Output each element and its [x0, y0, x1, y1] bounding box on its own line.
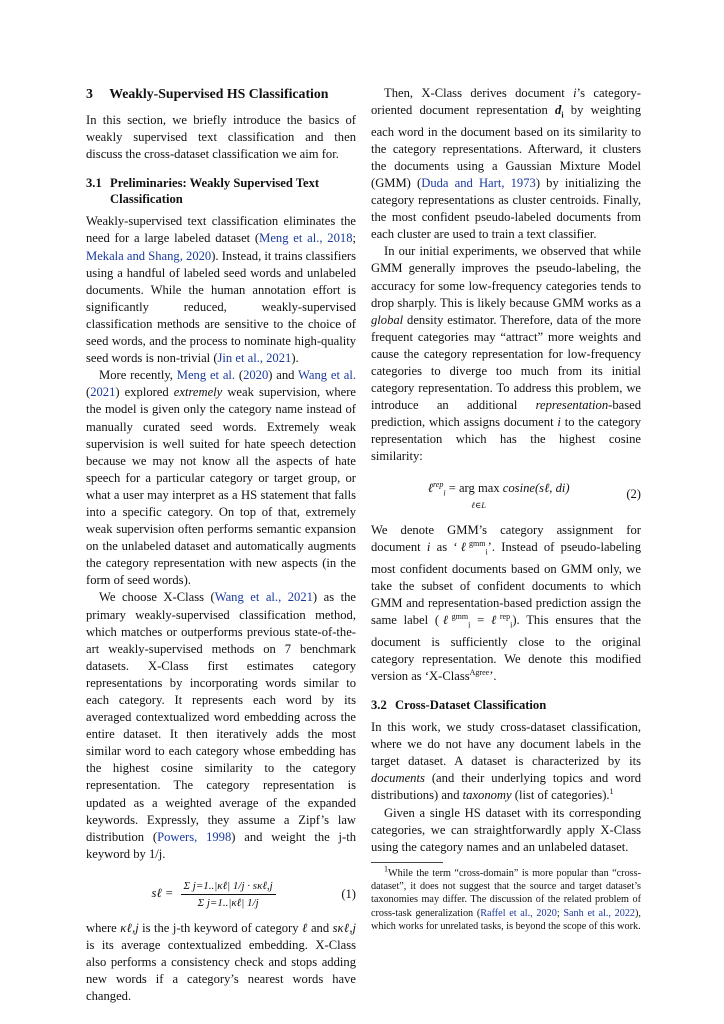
equation-number: (2) [626, 487, 641, 502]
equation-2-body: ℓ$^{rep}_i$ = arg max cosine(sℓ, di) ℓ∈L [427, 479, 570, 511]
footnote-marker[interactable]: 1 [609, 787, 614, 797]
subsection-heading-3-2 [371, 697, 641, 713]
left-column [86, 85, 356, 1005]
footnote-divider [371, 862, 443, 863]
citation-link[interactable]: 2021 [90, 385, 116, 400]
paragraph-initial-experiments: In our initial experiments, we observed that while GMM generally improves the pseudo-labeling, the accuracy for some low-frequency categories tends to drop sharply. This is likely because GMM works as a global density estimator. Therefore, data of the more frequent categories may “attract” more weights and cause the category representation for low-frequency categories to diverge too much from its initial category representation. To address this problem, we introduce an additional representation-based prediction, which assigns document i to the category representation which has the highest cosine similarity: [371, 244, 641, 464]
section-heading [86, 85, 356, 102]
paragraph-extremely-weak: More recently, Meng et al. (2020) and Wang et al. (2021) explored extremely weak supervision, where the model is given only the category name instead of manually curated seed words. Extremely weak supervision is well suited for hate speech detection because we may not know all the aspects of hate speech for a particular category or target group, or what a user may interpret as a HS statement that falls into a specific category. On top of that, extremely weak supervision often performs semantic expansion on the unlabeled dataset and automatically augments the category representation with new aspects (in the form of seed words). [86, 368, 357, 588]
equation-1-denominator: Σ j=1..|κℓ| 1/j [197, 896, 259, 909]
citation-link[interactable]: Wang et al. [298, 368, 356, 383]
equation-number: (1) [341, 886, 356, 901]
right-column [371, 85, 641, 933]
citation-link[interactable]: Mekala and Shang, 2020 [86, 248, 212, 263]
citation-link[interactable]: Raffel et al., 2020 [480, 907, 557, 919]
section-number: 3 [86, 86, 93, 101]
paragraph-cross-dataset: In this work, we study cross-dataset classification, where we do not have any document labels in the target dataset. A dataset is characterized by its documents (and their underlying topics and word distributions) and taxonomy (list of categories).$^1$ [371, 720, 641, 803]
section-title: Weakly-Supervised HS Classification [109, 86, 329, 101]
footnote: $^1$While the term “cross-domain” is more popular than “cross-dataset”, it does not suggest that the source and target dataset’s taxonomies may differ. The discussion of the related problem of cross-task generalization (Raffel et al., 2020; Sanh et al., 2022), which works for unrelated tasks, is beyond the scope of this work. [371, 864, 641, 932]
subsection-title: Cross-Dataset Classification [395, 698, 547, 713]
paragraph-where: where κℓ,j is the j-th keyword of category ℓ and sκℓ,j is its average contextualized embedding. X-Class also performs a consistency check and stops adding new words if a category’s nearest words have changed. [86, 920, 356, 1004]
equation-1 [86, 879, 356, 910]
subsection-number: 3.2 [371, 698, 387, 713]
paragraph-document-representation: Then, X-Class derives document i’s category-oriented document representation $d_i$ by weighting each word in the document based on its similarity to the category representations. Afterward, it clusters the documents using a Gaussian Mixture Model (GMM) (Duda and Hart, 1973) by initializing the category representations as cluster centroids. Finally, the most confident pseudo-labeled documents from each cluster are used to train a text classifier. [371, 86, 642, 242]
paragraph-weak-supervision: Weakly-supervised text classification eliminates the need for a large labeled dataset (Meng et al., 2018; Mekala and Shang, 2020). Instead, it trains classifiers using a handful of labeled seed words and unlabeled documents. While the human annotation effort is significantly reduced, weakly-supervised classification methods are sensitive to the choice of seed words, and the process to nominate high-quality seed words is non-trivial (Jin et al., 2021). [86, 214, 357, 366]
citation-link[interactable]: Sanh et al., 2022 [563, 907, 636, 919]
paragraph-single-dataset: Given a single HS dataset with its corresponding categories, we can straightforwardly apply X-Class using the category names and an unlabeled dataset. [371, 805, 641, 854]
equation-1-numerator: Σ j=1..|κℓ| 1/j · sκℓ,j [181, 879, 276, 895]
citation-link[interactable]: Duda and Hart, 1973 [421, 175, 536, 190]
equation-2 [371, 480, 641, 511]
subsection-title: Preliminaries: Weakly Supervised Text Classification [110, 176, 320, 207]
citation-link[interactable]: Meng et al., 2018 [259, 231, 353, 246]
citation-link[interactable]: Powers, 1998 [157, 829, 232, 844]
paragraph-xclass: We choose X-Class (Wang et al., 2021) as the primary weakly-supervised classification method, which matches or outperforms previous state-of-the-art weakly-supervised methods on 7 benchmark datasets. X-Class first estimates category representations by incorporating words similar to each category. It represents each word by its averaged contextualized word embedding across the entire dataset. It then iteratively adds the most similar word to each category whose embedding has the highest cosine similarity to the category representation. The category representation is updated as a weighted average of the expanded keywords. Expressly, they assume a Zipf’s law distribution (Powers, 1998) and weight the j-th keyword by 1/j. [86, 590, 356, 861]
subsection-number: 3.1 [86, 176, 102, 191]
citation-link[interactable]: 2020 [243, 368, 269, 383]
section-intro: In this section, we briefly introduce the basics of weakly supervised text classification and then discuss the cross-dataset classification we aim for. [86, 113, 356, 162]
citation-link[interactable]: Wang et al., 2021 [214, 590, 313, 605]
subsection-heading-3-1 [86, 175, 356, 207]
paragraph-gmm-assignment: We denote GMM’s category assignment for document i as ‘ℓ$^{gmm}_i$’. Instead of pseudo-labeling most confident documents based on GMM only, we take the subset of confident documents to which GMM and representation-based prediction assign the same label (ℓ$^{gmm}_i$ = ℓ$^{rep}_i$). This ensures that the document is sufficiently close to the original category representation. We denote this modified version as ‘X-Class$^{Agree}$’. [371, 523, 642, 683]
citation-link[interactable]: Meng et al. [176, 368, 236, 383]
equation-1-body: sℓ = $\frac{\text{Σ j=1..|κℓ| 1/j · sκℓ,j}}{\text{Σ j=1..|κℓ| 1/j}}$ [86, 879, 341, 910]
citation-link[interactable]: Jin et al., 2021 [217, 351, 292, 366]
